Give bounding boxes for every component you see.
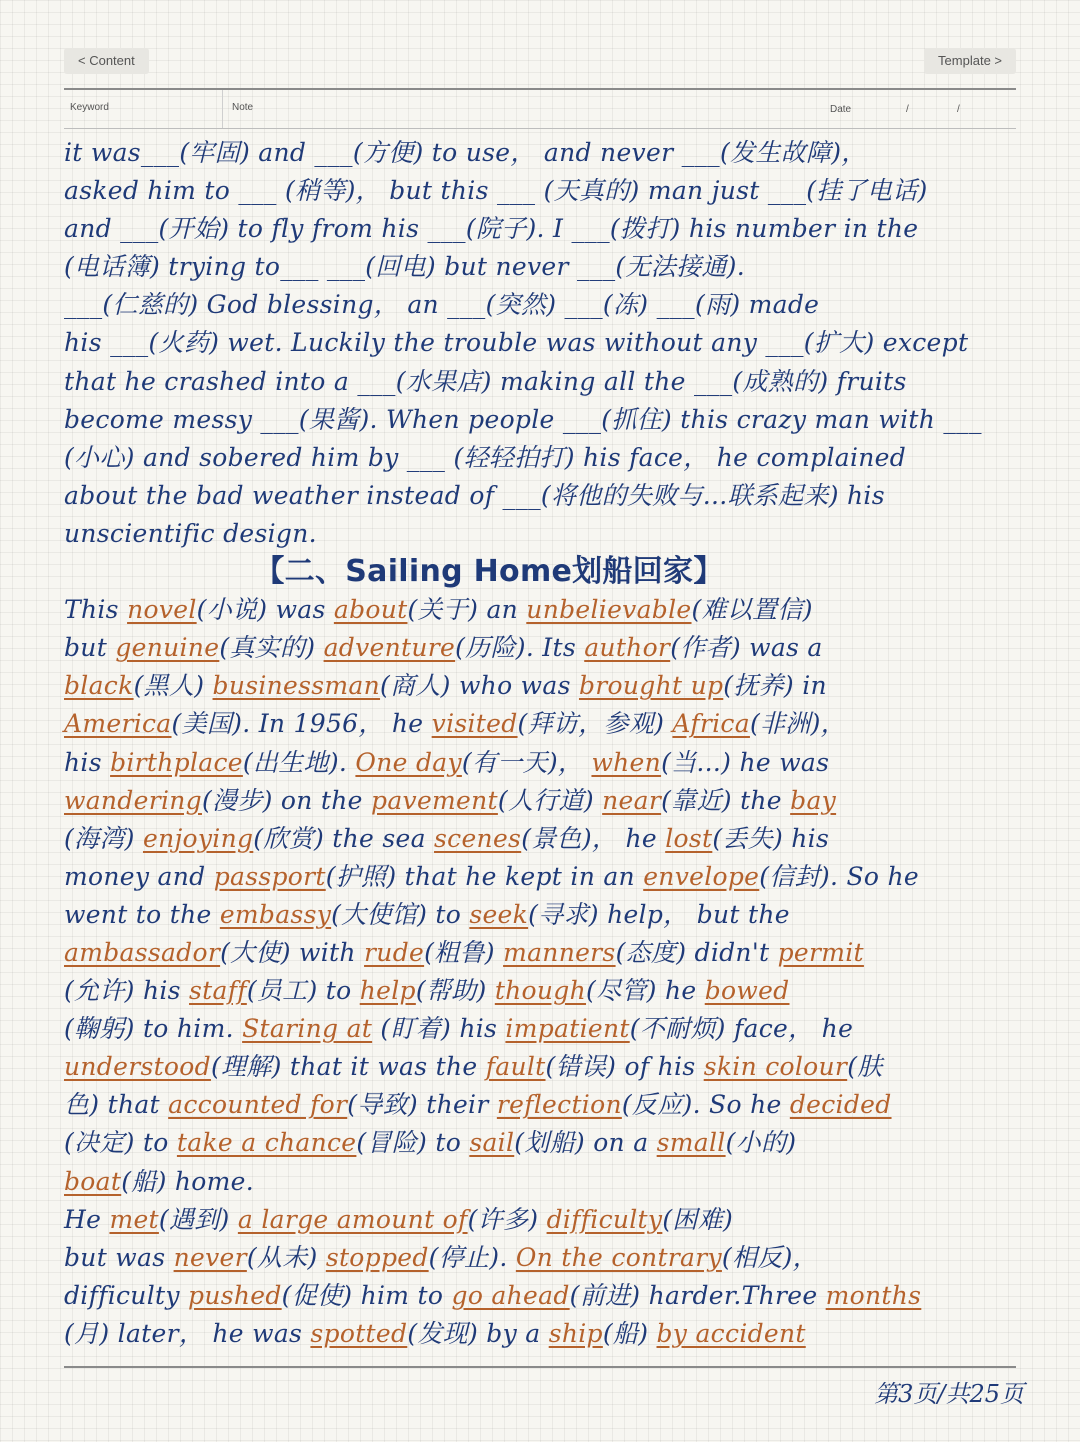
note-text: (月) later， he was [64, 1318, 311, 1348]
vocab-word: boat [64, 1166, 122, 1196]
note-line [64, 629, 1034, 667]
vocab-word: visited [431, 709, 518, 739]
note-text: (反应). So he [621, 1090, 790, 1120]
vocab-word: fault [485, 1052, 546, 1082]
note-text: (导致) their [347, 1090, 497, 1120]
note-text: (理解) that it was the [210, 1052, 486, 1082]
vocab-word: ambassador [64, 937, 221, 967]
note-line [64, 172, 1034, 210]
note-text: (漫步) on the [201, 785, 372, 815]
keyword-label: Keyword [70, 102, 109, 113]
note-line [64, 477, 1034, 515]
note-line [64, 1315, 1034, 1353]
note-line [64, 705, 1034, 743]
note-text: (丢失) his [712, 823, 830, 853]
note-text: (电话簿) trying to___ ___(回电) but never ___(无法接通). [64, 252, 745, 282]
vocab-word: passport [213, 861, 326, 891]
note-text: (不耐烦) face， he [629, 1014, 854, 1044]
note-text: ___(仁慈的) God blessing， an ___(突然) ___(冻) ___(雨) made [64, 290, 820, 320]
vocab-word: enjoying [142, 823, 254, 853]
vocab-word: brought up [578, 671, 724, 701]
note-text: it was___(牢固) and ___(方便) to use， and never ___(发生故障)， [64, 138, 867, 167]
note-text: (相反)， [721, 1242, 818, 1272]
vocab-word: skin colour [703, 1052, 848, 1082]
vocab-word: envelope [643, 861, 760, 891]
vocab-word: pushed [188, 1280, 282, 1310]
vocab-word: author [584, 633, 671, 663]
section-heading [64, 553, 1034, 591]
note-text: (靠近) the [661, 785, 791, 815]
vocab-word: bay [790, 785, 837, 815]
note-text: (决定) to [64, 1128, 177, 1158]
note-text: (小心) and sobered him by ___ (轻轻拍打) his face， he complained [64, 442, 907, 472]
note-line [64, 1086, 1034, 1124]
note-text: (作者) was a [670, 633, 823, 663]
vocab-word: rude [364, 937, 425, 967]
note-line [64, 1124, 1034, 1162]
note-label: Note [232, 102, 254, 113]
note-text: (粗鲁) [424, 937, 504, 967]
note-text: asked him to ___ (稍等)， but this ___ (天真的) man just ___(挂了电话) [64, 176, 928, 206]
note-text: (信封). So he [759, 861, 919, 891]
note-line [64, 934, 1034, 972]
note-text: He [64, 1204, 110, 1234]
note-text: (困难) [662, 1204, 734, 1234]
note-line [64, 248, 1034, 286]
vocab-word: decided [789, 1090, 892, 1120]
note-text: but was [64, 1242, 174, 1272]
note-text: (真实的) [219, 633, 324, 663]
note-text: difficulty [64, 1280, 189, 1310]
note-text: (发现) by a [407, 1318, 549, 1348]
vocab-word: stopped [325, 1242, 429, 1272]
vocab-word: met [109, 1204, 159, 1234]
vocab-word: go ahead [451, 1280, 570, 1310]
vocab-word: difficulty [546, 1204, 663, 1234]
date-slash: / [957, 104, 960, 115]
note-line [64, 1201, 1034, 1239]
note-text: unscientific design. [64, 518, 317, 548]
note-text: (当...) he was [661, 747, 830, 777]
vocab-word: spotted [310, 1318, 408, 1348]
note-text: (错误) of his [545, 1052, 704, 1082]
vocab-word: sail [469, 1128, 515, 1158]
page-number: 第3页/共25页 [874, 1380, 1024, 1408]
note-text: (非洲)， [749, 709, 846, 739]
vocab-word: America [64, 709, 172, 739]
template-button[interactable]: Template > [924, 48, 1016, 74]
note-text: (遇到) [158, 1204, 238, 1234]
note-line [64, 439, 1034, 477]
note-line [64, 591, 1034, 629]
note-line [64, 782, 1034, 820]
vocab-word: understood [64, 1052, 211, 1082]
note-text: his [64, 747, 111, 777]
note-text: and ___(开始) to fly from his ___(院子). I ___(拨打) his number in the [64, 214, 919, 244]
note-line [64, 363, 1034, 401]
vocab-word: a large amount of [237, 1204, 468, 1234]
note-line [64, 972, 1034, 1010]
note-text: (促使) him to [281, 1280, 452, 1310]
note-text: (尽管) he [586, 976, 705, 1006]
vocab-word: impatient [505, 1014, 630, 1044]
note-text: his ___(火药) wet. Luckily the trouble was without any ___(扩大) except [64, 328, 969, 358]
note-line [64, 324, 1034, 362]
vocab-word: though [494, 976, 587, 1006]
note-text: become messy ___(果酱). When people ___(抓住) this crazy man with ___ [64, 404, 982, 434]
vocab-word: pavement [371, 785, 498, 815]
vocab-word: Staring at [242, 1014, 373, 1044]
note-text: (景色)， he [521, 823, 666, 853]
note-text: (停止). [428, 1242, 516, 1272]
vocab-word: take a chance [176, 1128, 357, 1158]
note-text: (肤 [847, 1052, 883, 1082]
note-line [64, 1010, 1034, 1048]
note-line [64, 858, 1034, 896]
vocab-word: about [333, 595, 408, 625]
note-line [64, 1048, 1034, 1086]
vocab-word: Africa [672, 709, 750, 739]
note-text: (允许) his [64, 976, 190, 1006]
note-text: (员工) to [246, 976, 360, 1006]
note-text: that he crashed into a ___(水果店) making all the ___(成熟的) fruits [64, 366, 907, 396]
note-line [64, 515, 1034, 553]
note-line [64, 134, 1034, 172]
note-text: (态度) didn't [615, 937, 778, 967]
vocab-word: seek [469, 899, 529, 929]
vocab-word: by accident [656, 1318, 806, 1348]
top-toolbar [64, 48, 1016, 76]
note-text: (船) home. [121, 1166, 254, 1196]
vocab-word: black [64, 671, 134, 701]
column-divider [222, 90, 223, 128]
vocab-word: wandering [64, 785, 202, 815]
note-text: (难以置信) [691, 595, 813, 625]
vocab-word: businessman [212, 671, 381, 701]
note-text: (帮助) [415, 976, 495, 1006]
content-back-button[interactable]: < Content [64, 48, 149, 74]
vocab-word: embassy [219, 899, 332, 929]
note-text: (船) [602, 1318, 657, 1348]
note-text: went to the [64, 899, 220, 929]
note-text: This [64, 595, 128, 625]
note-text: (人行道) [497, 785, 603, 815]
note-text: (美国). In 1956， he [171, 709, 432, 739]
note-text: (大使馆) to [331, 899, 470, 929]
vocab-word: accounted for [168, 1090, 348, 1120]
note-text: (从未) [246, 1242, 326, 1272]
note-line [64, 1163, 1034, 1201]
note-text: (冒险) to [356, 1128, 470, 1158]
note-text: (划船) on a [514, 1128, 657, 1158]
date-label: Date [830, 104, 852, 115]
note-text: (海湾) [64, 823, 143, 853]
note-line [64, 1277, 1034, 1315]
note-text: about the bad weather instead of ___(将他的失败与...联系起来) his [64, 480, 885, 510]
note-text: (大使) with [220, 937, 365, 967]
vocab-word: reflection [496, 1090, 622, 1120]
vocab-word: novel [127, 595, 197, 625]
note-text: (关于) an [407, 595, 527, 625]
note-text: (小说) was [196, 595, 334, 625]
note-text: (前进) harder.Three [569, 1280, 826, 1310]
note-text: (护照) that he kept in an [325, 861, 644, 891]
note-text: (拜访，参观) [517, 709, 673, 739]
note-text: money and [64, 861, 214, 891]
vocab-word: One day [355, 747, 462, 777]
vocab-word: adventure [323, 633, 456, 663]
vocab-word: ship [548, 1318, 603, 1348]
note-text: (出生地). [242, 747, 356, 777]
note-text: (有一天)， [461, 747, 592, 777]
note-text: (商人) who was [380, 671, 579, 701]
note-line [64, 1239, 1034, 1277]
vocab-word: scenes [434, 823, 522, 853]
note-line [64, 286, 1034, 324]
note-line [64, 820, 1034, 858]
vocab-word: help [359, 976, 416, 1006]
note-text: (抚养) in [723, 671, 827, 701]
vocab-word: lost [665, 823, 713, 853]
vocab-word: genuine [115, 633, 220, 663]
note-line [64, 401, 1034, 439]
vocab-word: permit [777, 937, 864, 967]
note-text: (鞠躬) to him. [64, 1014, 243, 1044]
vocab-word: staff [189, 976, 247, 1006]
vocab-word: never [173, 1242, 247, 1272]
note-text: (盯着) his [372, 1014, 506, 1044]
vocab-word: manners [503, 937, 616, 967]
note-line [64, 744, 1034, 782]
note-text: (黑人) [133, 671, 213, 701]
note-text: (历险). Its [455, 633, 585, 663]
note-line [64, 210, 1034, 248]
vocab-word: near [602, 785, 662, 815]
vocab-word: On the contrary [515, 1242, 722, 1272]
vocab-word: months [825, 1280, 922, 1310]
handwritten-note-body [64, 134, 1034, 1353]
note-text: (小的) [725, 1128, 797, 1158]
vocab-word: when [591, 747, 662, 777]
note-line [64, 667, 1034, 705]
vocab-word: birthplace [110, 747, 243, 777]
vocab-word: small [656, 1128, 726, 1158]
note-text: (欣赏) the sea [253, 823, 435, 853]
note-text: 【二、Sailing Home划船回家】 [254, 554, 724, 590]
vocab-word: unbelievable [526, 595, 692, 625]
date-slash: / [906, 104, 909, 115]
note-header-row [64, 88, 1016, 129]
footer-divider [64, 1366, 1016, 1368]
note-text: (许多) [467, 1204, 547, 1234]
vocab-word: bowed [704, 976, 790, 1006]
note-text: but [64, 633, 116, 663]
note-line [64, 896, 1034, 934]
note-text: (寻求) help， but the [528, 899, 790, 929]
note-text: 色) that [64, 1090, 169, 1120]
